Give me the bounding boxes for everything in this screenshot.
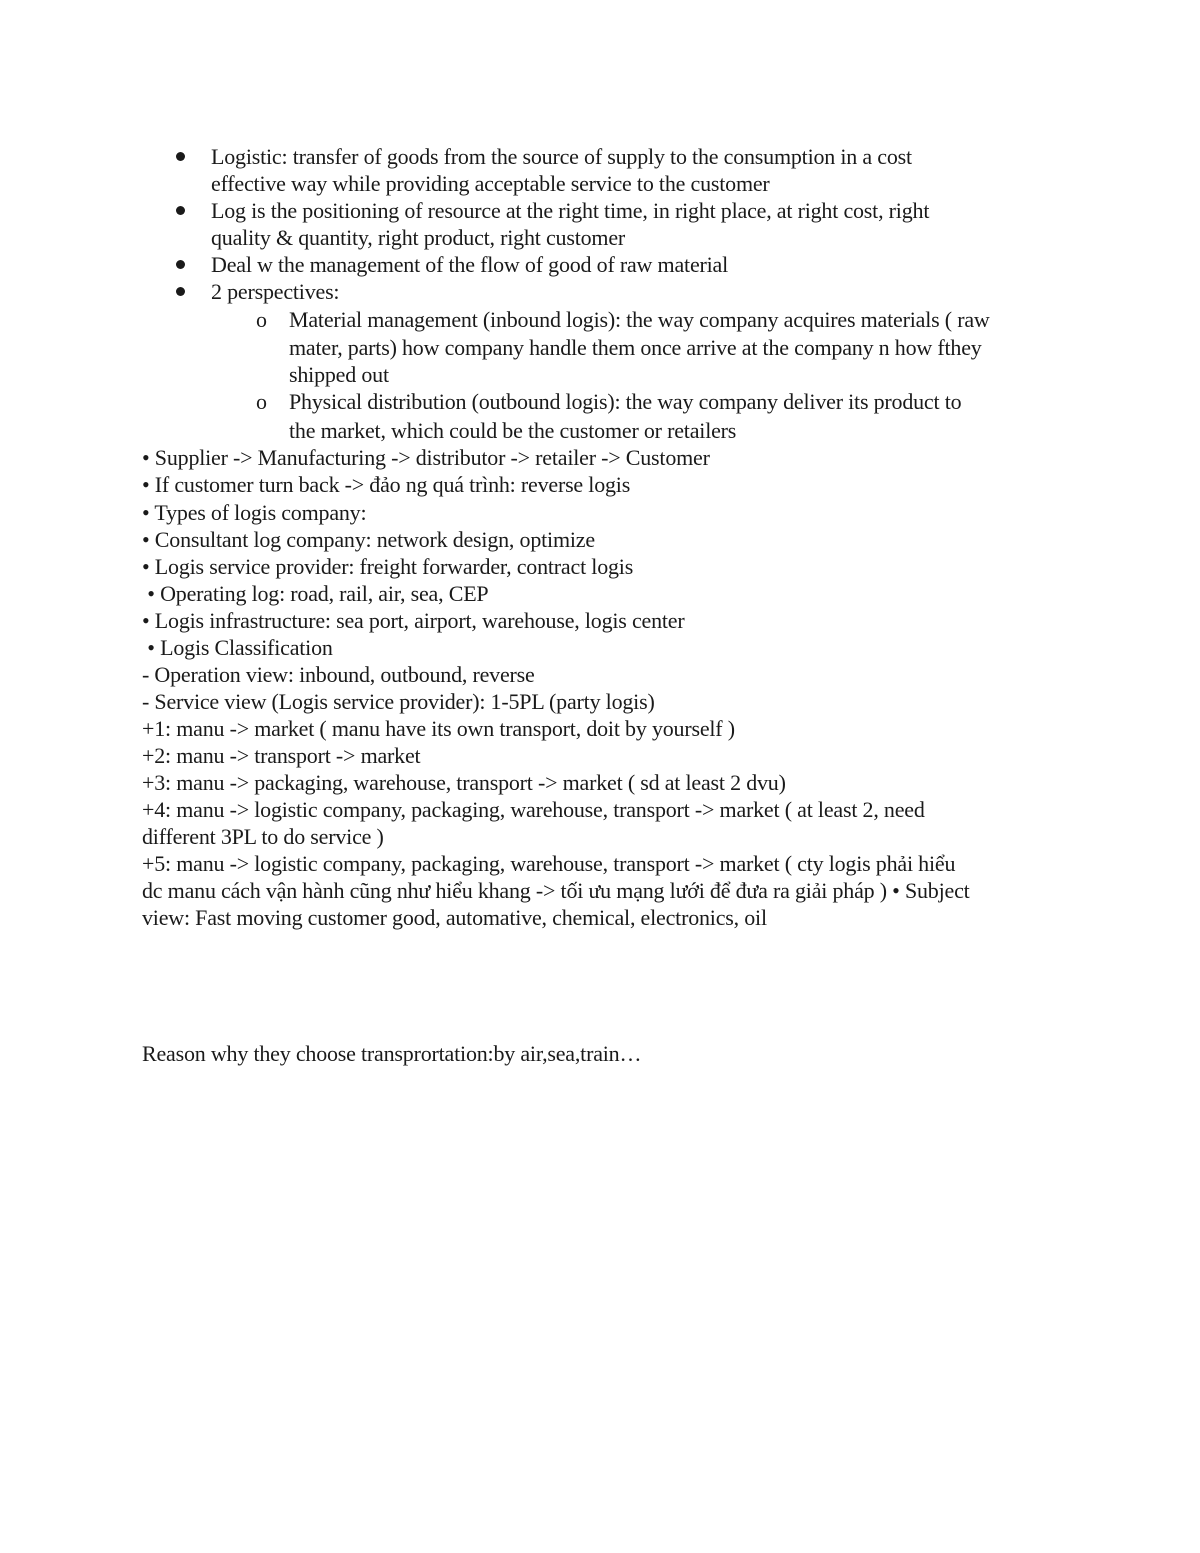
body-line: dc manu cách vận hành cũng như hiểu khang -> tối ưu mạng lưới để đưa ra giải pháp ) • Subject [142, 878, 970, 903]
body-line: +1: manu -> market ( manu have its own transport, doit by yourself ) [142, 716, 735, 741]
body-line: • Logis infrastructure: sea port, airport, warehouse, logis center [142, 608, 685, 633]
body-line: • If customer turn back -> đảo ng quá trình: reverse logis [142, 472, 631, 497]
body-line: +4: manu -> logistic company, packaging, warehouse, transport -> market ( at least 2, need [142, 797, 925, 822]
sub-bullet-1-line-2: mater, parts) how company handle them once arrive at the company n how fthey [289, 335, 982, 360]
body-line: +3: manu -> packaging, warehouse, transport -> market ( sd at least 2 dvu) [142, 770, 786, 795]
bullet-2-line-1: Log is the positioning of resource at the right time, in right place, at right cost, right [211, 198, 930, 223]
bullet-4-line-1: 2 perspectives: [211, 279, 340, 304]
body-line: • Logis Classification [142, 635, 333, 660]
body-line: - Operation view: inbound, outbound, reverse [142, 662, 535, 687]
sub-bullet-1-line-1: Material management (inbound logis): the way company acquires materials ( raw [289, 307, 990, 332]
sub-bullet-marker: o [256, 307, 267, 332]
bullet-dot [176, 152, 185, 161]
closing-line: Reason why they choose transprortation:by air,sea,train… [142, 1041, 642, 1066]
bullet-1-line-2: effective way while providing acceptable service to the customer [211, 171, 770, 196]
sub-bullet-2-line-2: the market, which could be the customer or retailers [289, 418, 737, 443]
body-line: • Supplier -> Manufacturing -> distributor -> retailer -> Customer [142, 445, 710, 470]
body-line: • Consultant log company: network design, optimize [142, 527, 595, 552]
body-line: view: Fast moving customer good, automative, chemical, electronics, oil [142, 905, 767, 930]
sub-bullet-marker: o [256, 389, 267, 414]
sub-bullet-2-line-1: Physical distribution (outbound logis): the way company deliver its product to [289, 389, 962, 414]
bullet-2-line-2: quality & quantity, right product, right customer [211, 225, 626, 250]
sub-bullet-1-line-3: shipped out [289, 362, 389, 387]
body-line: +2: manu -> transport -> market [142, 743, 421, 768]
bullet-dot [176, 287, 185, 296]
bullet-dot [176, 260, 185, 269]
body-line: • Logis service provider: freight forwarder, contract logis [142, 554, 634, 579]
bullet-1-line-1: Logistic: transfer of goods from the source of supply to the consumption in a cost [211, 144, 912, 169]
body-line: - Service view (Logis service provider): 1-5PL (party logis) [142, 689, 655, 714]
body-line: different 3PL to do service ) [142, 824, 384, 849]
body-line: • Operating log: road, rail, air, sea, CEP [142, 581, 489, 606]
bullet-dot [176, 206, 185, 215]
body-line: +5: manu -> logistic company, packaging, warehouse, transport -> market ( cty logis phải hiểu [142, 851, 956, 876]
body-line: • Types of logis company: [142, 500, 367, 525]
bullet-3-line-1: Deal w the management of the flow of good of raw material [211, 252, 729, 277]
